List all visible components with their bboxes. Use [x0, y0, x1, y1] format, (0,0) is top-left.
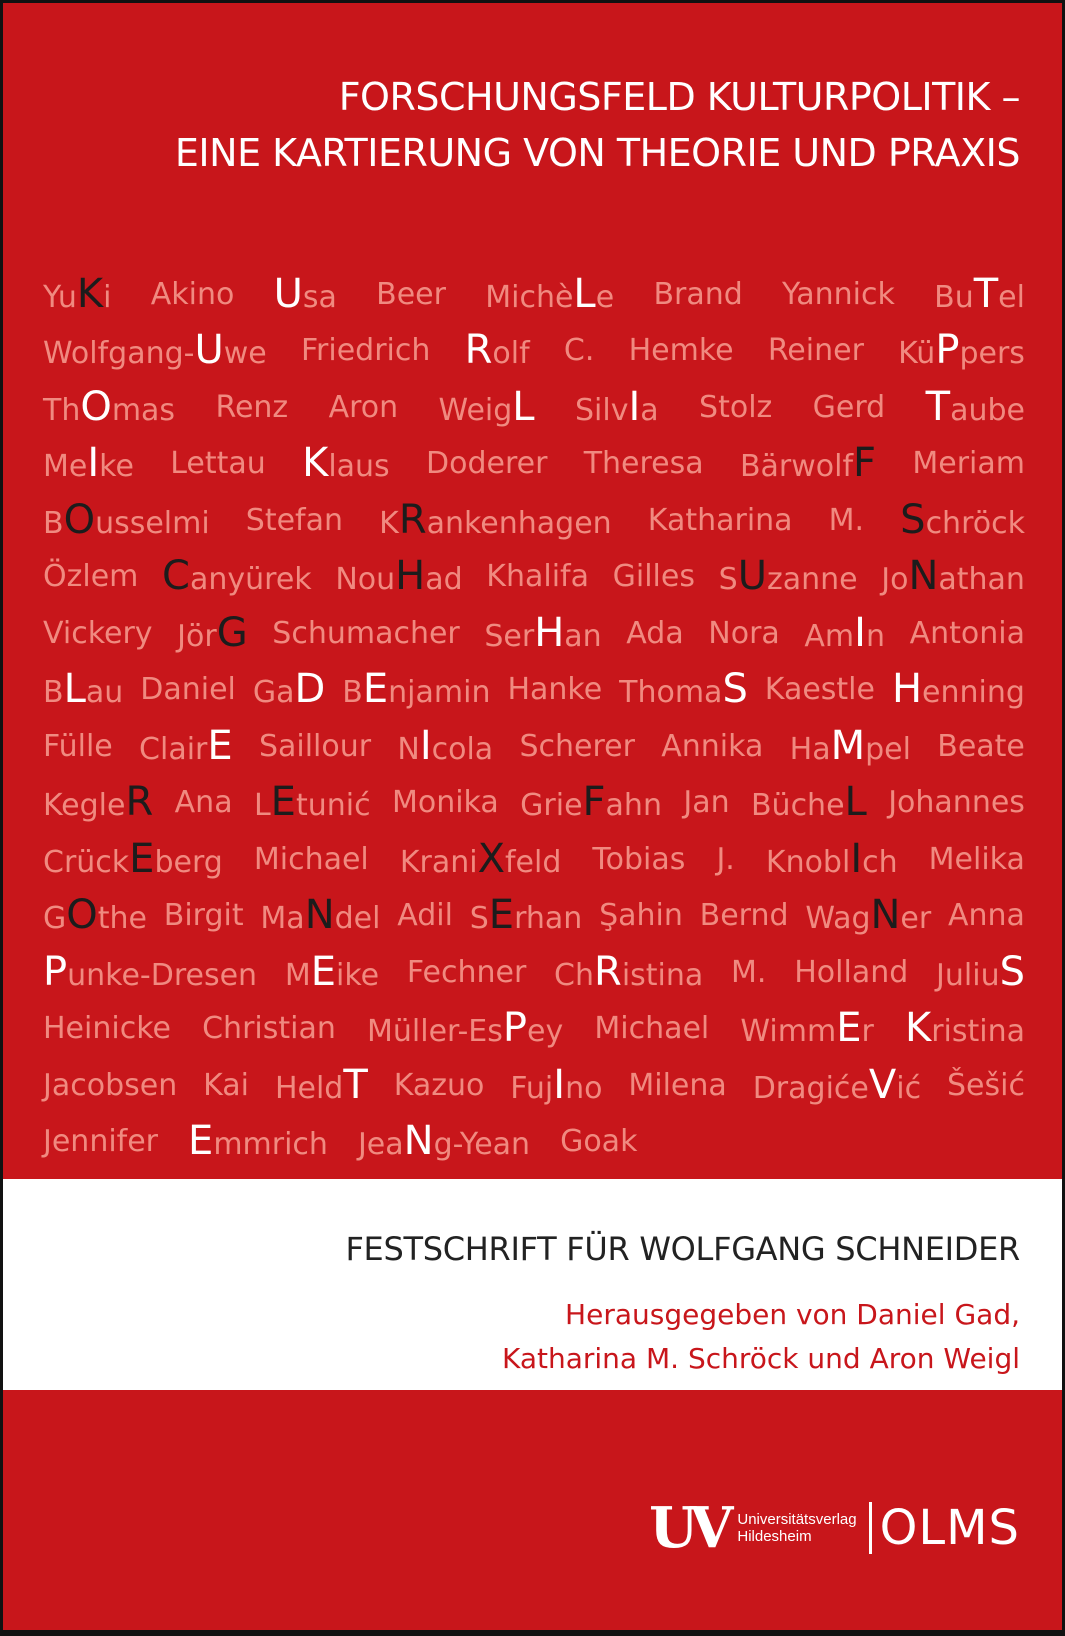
- highlight-letter: I: [854, 609, 866, 656]
- contributor-names-block: [43, 266, 1025, 1170]
- name-word: Melika: [928, 841, 1025, 877]
- name-word: SErhan: [469, 892, 583, 939]
- highlight-letter: T: [925, 383, 951, 430]
- name-word: Stefan: [245, 502, 344, 538]
- name-line: [43, 1114, 1025, 1171]
- name-word: Kaestle: [764, 672, 875, 708]
- name-line: [43, 492, 1025, 549]
- highlight-letter: K: [76, 270, 104, 317]
- name-word: Hemke: [628, 333, 734, 369]
- name-word: NIcola: [397, 722, 494, 769]
- name-word: GaD: [252, 666, 326, 713]
- name-word: Hanke: [507, 672, 603, 708]
- name-word: FujIno: [510, 1061, 603, 1108]
- name-word: Yannick: [782, 276, 895, 312]
- name-word: Stolz: [699, 389, 773, 425]
- name-word: Henning: [891, 666, 1025, 713]
- highlight-letter: E: [270, 779, 296, 826]
- name-word: KnoblIch: [765, 835, 898, 882]
- name-word: YuKi: [43, 270, 112, 317]
- name-word: Taube: [925, 383, 1025, 430]
- highlight-letter: F: [853, 440, 877, 487]
- name-word: Christian: [202, 1011, 336, 1047]
- name-word: AmIn: [804, 609, 885, 656]
- highlight-letter: S: [900, 496, 926, 543]
- highlight-letter: L: [844, 779, 867, 826]
- highlight-letter: T: [343, 1061, 368, 1108]
- name-word: CrückEberg: [43, 835, 223, 882]
- highlight-letter: L: [573, 270, 596, 317]
- highlight-letter: E: [836, 1005, 862, 1052]
- name-word: BuTel: [934, 270, 1025, 317]
- name-word: Beate: [937, 728, 1025, 764]
- name-word: ChRistina: [554, 948, 704, 995]
- highlight-letter: E: [129, 835, 155, 882]
- name-word: Müller-EsPey: [367, 1005, 564, 1052]
- name-word: BärwolfF: [739, 440, 877, 487]
- name-line: [43, 549, 1025, 606]
- name-word: Heinicke: [43, 1011, 171, 1047]
- editors-credit: [502, 1293, 1020, 1381]
- highlight-letter: E: [362, 666, 389, 713]
- highlight-letter: C: [162, 553, 190, 600]
- name-word: M.: [828, 502, 865, 538]
- name-word: Vickery: [43, 615, 153, 651]
- name-word: Akino: [150, 276, 235, 312]
- name-word: Punke-Dresen: [43, 948, 258, 995]
- highlight-letter: K: [904, 1005, 932, 1052]
- name-word: BLau: [43, 666, 124, 713]
- highlight-letter: L: [63, 666, 86, 713]
- title-line-1: FORSCHUNGSFELD KULTURPOLITIK –: [338, 75, 1020, 119]
- highlight-letter: D: [294, 666, 326, 713]
- name-word: LEtunić: [253, 779, 371, 826]
- logo-divider: [869, 1502, 872, 1554]
- highlight-letter: H: [395, 553, 426, 600]
- name-word: J.: [716, 841, 735, 877]
- name-word: ThOmas: [43, 383, 176, 430]
- name-word: Saillour: [258, 728, 372, 764]
- editors-line-2: Katharina M. Schröck und Aron Weigl: [501, 1342, 1020, 1375]
- name-line: [43, 662, 1025, 719]
- name-word: Šešić: [947, 1067, 1025, 1103]
- highlight-letter: H: [891, 666, 923, 713]
- highlight-letter: U: [273, 270, 303, 317]
- name-word: HeldT: [274, 1061, 368, 1108]
- name-word: Tobias: [592, 841, 686, 877]
- highlight-letter: E: [488, 892, 515, 939]
- highlight-letter: M: [830, 722, 866, 769]
- name-line: [43, 888, 1025, 945]
- name-word: Annika: [661, 728, 764, 764]
- name-line: [43, 379, 1025, 436]
- name-word: Milena: [628, 1067, 727, 1103]
- highlight-letter: R: [125, 779, 154, 826]
- name-word: Usa: [273, 270, 337, 317]
- name-word: BEnjamin: [342, 666, 491, 713]
- name-word: C.: [563, 333, 595, 369]
- name-word: Reiner: [767, 333, 864, 369]
- highlight-letter: P: [935, 327, 960, 374]
- name-word: Bernd: [699, 898, 789, 934]
- name-word: WeigL: [438, 383, 535, 430]
- name-word: Brand: [653, 276, 743, 312]
- name-word: M.: [731, 954, 767, 990]
- name-line: [43, 1057, 1025, 1114]
- book-subtitle: FESTSCHRIFT FÜR WOLFGANG SCHNEIDER: [345, 1230, 1020, 1268]
- name-word: Rolf: [464, 327, 530, 374]
- publisher-logos: [649, 1495, 1020, 1561]
- name-word: Anna: [948, 898, 1025, 934]
- uv-name-line-2: Hildesheim: [737, 1528, 812, 1545]
- highlight-letter: P: [43, 948, 68, 995]
- name-word: Michael: [594, 1011, 710, 1047]
- name-word: SerHan: [484, 609, 602, 656]
- name-word: Khalifa: [486, 559, 589, 595]
- name-word: JuliuS: [936, 948, 1025, 995]
- name-line: [43, 605, 1025, 662]
- name-word: Beer: [376, 276, 446, 312]
- name-word: KüPpers: [898, 327, 1025, 374]
- name-word: Kristina: [904, 1005, 1025, 1052]
- name-word: Katharina: [647, 502, 793, 538]
- name-word: Antonia: [909, 615, 1025, 651]
- name-word: SUzanne: [718, 553, 858, 600]
- highlight-letter: N: [403, 1118, 434, 1165]
- name-word: BücheL: [750, 779, 867, 826]
- uv-logo-text: [737, 1511, 856, 1545]
- highlight-letter: F: [582, 779, 606, 826]
- highlight-letter: T: [973, 270, 999, 317]
- title-line-2: EINE KARTIERUNG VON THEORIE UND PRAXIS: [174, 131, 1020, 175]
- name-word: Wolfgang-Uwe: [43, 327, 267, 374]
- name-word: JörG: [177, 609, 248, 656]
- name-line: [43, 831, 1025, 888]
- highlight-letter: U: [737, 553, 767, 600]
- name-word: JeaNg-Yean: [357, 1118, 531, 1165]
- name-word: BOusselmi: [43, 496, 210, 543]
- highlight-letter: R: [398, 496, 427, 543]
- highlight-letter: S: [722, 666, 748, 713]
- name-word: Kazuo: [393, 1067, 485, 1103]
- highlight-letter: I: [419, 722, 432, 769]
- name-word: Jennifer: [43, 1124, 159, 1160]
- name-word: GOthe: [43, 892, 147, 939]
- name-word: Scherer: [519, 728, 635, 764]
- highlight-letter: I: [553, 1061, 566, 1108]
- highlight-letter: E: [310, 948, 337, 995]
- name-word: WimmEr: [740, 1005, 874, 1052]
- name-word: Holland: [794, 954, 909, 990]
- highlight-letter: X: [477, 835, 505, 882]
- name-word: GrieFahn: [520, 779, 662, 826]
- name-line: [43, 944, 1025, 1001]
- name-word: Fechner: [406, 954, 527, 990]
- name-word: Gilles: [612, 559, 695, 595]
- name-word: Canyürek: [162, 553, 312, 600]
- highlight-letter: I: [850, 835, 863, 882]
- name-word: KRankenhagen: [379, 496, 612, 543]
- name-word: Goak: [560, 1124, 638, 1160]
- highlight-letter: I: [628, 383, 641, 430]
- name-word: Aron: [328, 389, 399, 425]
- name-word: Lettau: [170, 446, 266, 482]
- name-word: MeIke: [43, 440, 134, 487]
- highlight-letter: S: [999, 948, 1025, 995]
- name-word: Schröck: [900, 496, 1025, 543]
- highlight-letter: E: [188, 1118, 214, 1165]
- name-word: KraniXfeld: [399, 835, 562, 882]
- name-word: Daniel: [140, 672, 236, 708]
- olms-logo: OLMS: [879, 1500, 1020, 1556]
- name-word: Renz: [215, 389, 289, 425]
- name-word: Meriam: [912, 446, 1025, 482]
- highlight-letter: R: [594, 948, 622, 995]
- name-word: NouHad: [335, 553, 463, 600]
- name-word: Şahin: [599, 898, 683, 934]
- name-word: Ada: [626, 615, 684, 651]
- name-word: JoNathan: [881, 553, 1025, 600]
- name-word: Schumacher: [272, 615, 460, 651]
- name-line: [43, 436, 1025, 493]
- highlight-letter: H: [534, 609, 565, 656]
- name-word: MEike: [284, 948, 380, 995]
- name-word: MichèLe: [485, 270, 615, 317]
- highlight-letter: L: [512, 383, 535, 430]
- highlight-letter: K: [302, 440, 329, 487]
- name-word: KegleR: [43, 779, 154, 826]
- highlight-letter: O: [80, 383, 112, 430]
- highlight-letter: R: [464, 327, 493, 374]
- highlight-letter: E: [207, 722, 233, 769]
- name-line: [43, 775, 1025, 832]
- highlight-letter: P: [502, 1005, 527, 1052]
- book-cover: [3, 3, 1062, 1630]
- highlight-letter: N: [908, 553, 939, 600]
- highlight-letter: G: [216, 609, 248, 656]
- uv-logo-mark: UV: [649, 1495, 726, 1561]
- name-word: Gerd: [812, 389, 886, 425]
- name-word: Monika: [391, 785, 499, 821]
- highlight-letter: U: [194, 327, 224, 374]
- highlight-letter: O: [66, 892, 98, 939]
- uv-name-line-1: Universitätsverlag: [737, 1511, 857, 1528]
- name-word: Doderer: [425, 446, 548, 482]
- highlight-letter: I: [87, 440, 100, 487]
- name-word: Ana: [174, 785, 233, 821]
- name-word: MaNdel: [260, 892, 381, 939]
- name-word: Klaus: [302, 440, 390, 487]
- name-word: WagNer: [805, 892, 932, 939]
- name-word: Friedrich: [300, 333, 431, 369]
- name-word: ThomaS: [619, 666, 748, 713]
- name-word: Johannes: [888, 785, 1025, 821]
- name-word: DragićeVić: [752, 1061, 922, 1108]
- highlight-letter: V: [868, 1061, 897, 1108]
- highlight-letter: O: [63, 496, 96, 543]
- name-word: Michael: [253, 841, 369, 877]
- name-word: Kai: [203, 1067, 250, 1103]
- name-word: Adil: [397, 898, 453, 934]
- name-word: SilvIa: [574, 383, 659, 430]
- name-word: Emmrich: [188, 1118, 328, 1165]
- name-line: [43, 323, 1025, 380]
- name-word: Birgit: [163, 898, 244, 934]
- book-title: [175, 69, 1020, 181]
- highlight-letter: N: [304, 892, 335, 939]
- name-word: HaMpel: [789, 722, 911, 769]
- name-word: Theresa: [583, 446, 704, 482]
- name-line: [43, 718, 1025, 775]
- name-word: Jacobsen: [43, 1067, 178, 1103]
- highlight-letter: N: [870, 892, 901, 939]
- name-word: Fülle: [43, 728, 113, 764]
- name-line: [43, 1001, 1025, 1058]
- name-word: ClairE: [139, 722, 233, 769]
- name-word: Özlem: [43, 559, 139, 595]
- name-word: Jan: [683, 785, 730, 821]
- editors-line-1: Herausgegeben von Daniel Gad,: [565, 1298, 1020, 1331]
- name-line: [43, 266, 1025, 323]
- name-word: Nora: [708, 615, 780, 651]
